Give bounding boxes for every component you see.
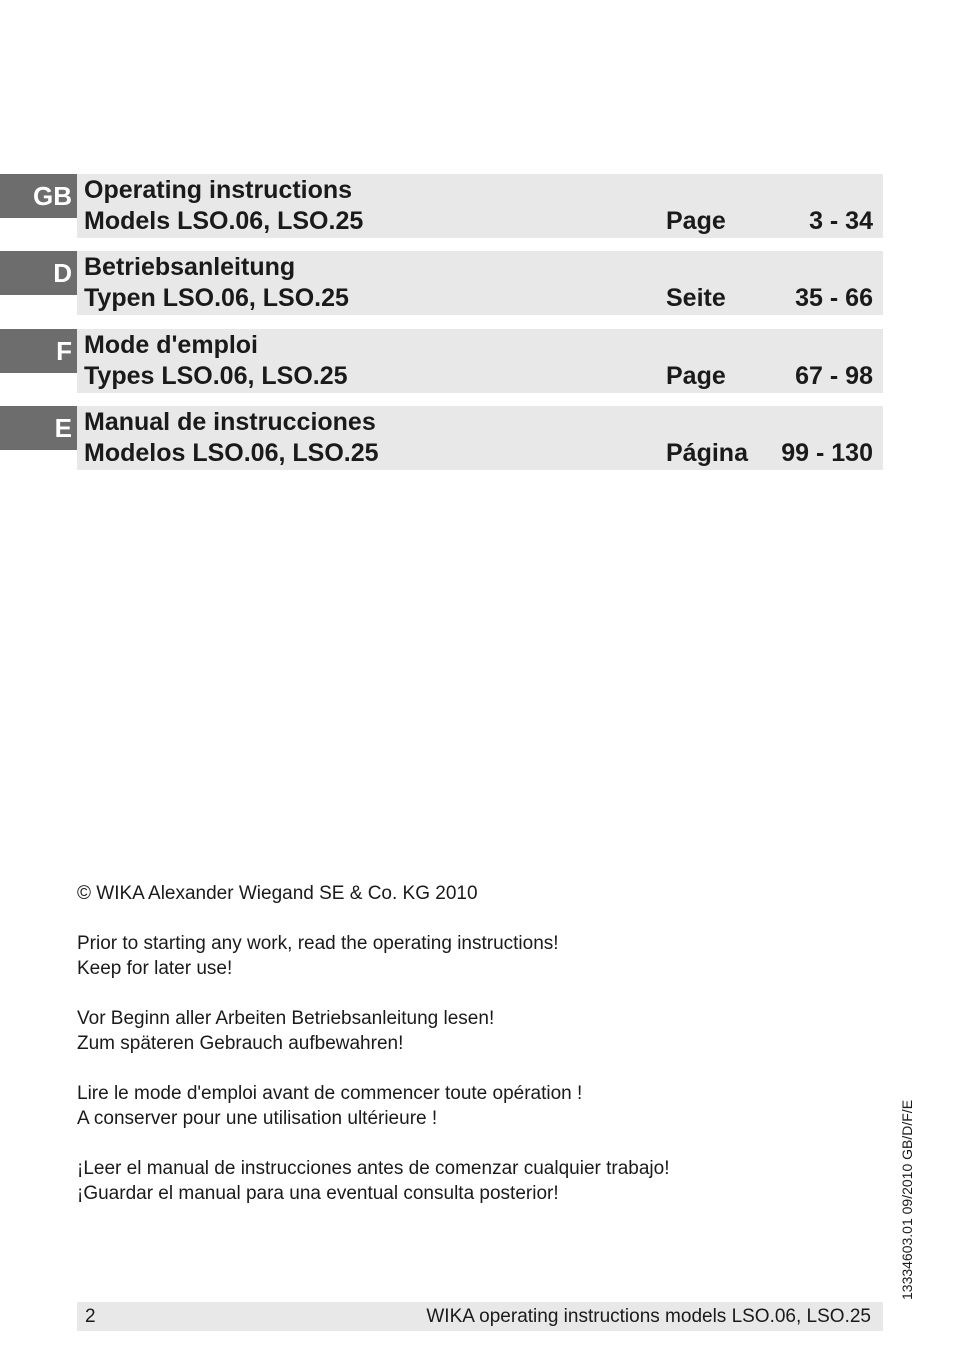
toc-row-f[interactable] [0,329,883,393]
note-line: Keep for later use! [77,958,233,979]
notes-section [77,881,670,1231]
toc-row-d[interactable] [0,251,883,315]
footer-title: WIKA operating instructions models LSO.06, LSO.25 [426,1306,871,1327]
toc-title: Betriebsanleitung [84,253,296,281]
note-block-de [77,1006,670,1056]
footer-page-number: 2 [85,1306,96,1327]
lang-tab: F [0,329,77,373]
toc-page-range: 67 - 98 [795,362,873,390]
toc-models: Models LSO.06, LSO.25 [84,207,364,235]
toc-page-label: Page [666,362,726,390]
note-block-en [77,931,670,981]
toc-models: Modelos LSO.06, LSO.25 [84,439,379,467]
note-line: A conserver pour une utilisation ultérieure ! [77,1108,438,1129]
lang-tab: GB [0,174,77,218]
note-line: Zum späteren Gebrauch aufbewahren! [77,1033,404,1054]
toc-page-range: 35 - 66 [795,284,873,312]
note-block-es [77,1156,670,1206]
toc-page-label: Página [666,439,748,467]
toc-page-label: Seite [666,284,726,312]
note-line: ¡Guardar el manual para una eventual consulta posterior! [77,1183,559,1204]
footer-bar [77,1302,883,1331]
toc-title: Manual de instrucciones [84,408,376,436]
copyright-text: © WIKA Alexander Wiegand SE & Co. KG 2010 [77,883,478,904]
note-line: ¡Leer el manual de instrucciones antes de comenzar cualquier trabajo! [77,1158,670,1179]
toc-page-label: Page [666,207,726,235]
note-block-fr [77,1081,670,1131]
note-line: Lire le mode d'emploi avant de commencer toute opération ! [77,1083,583,1104]
toc-page-range: 3 - 34 [809,207,873,235]
note-line: Vor Beginn aller Arbeiten Betriebsanleitung lesen! [77,1008,495,1029]
lang-tab: E [0,406,77,450]
copyright-block [77,881,670,906]
lang-tab: D [0,251,77,295]
toc-title: Operating instructions [84,176,353,204]
document-code: 13334603.01 09/2010 GB/D/F/E [899,1099,915,1300]
toc-row-e[interactable] [0,406,883,470]
toc-models: Types LSO.06, LSO.25 [84,362,348,390]
toc-page-range: 99 - 130 [781,439,873,467]
toc-models: Typen LSO.06, LSO.25 [84,284,349,312]
note-line: Prior to starting any work, read the operating instructions! [77,933,559,954]
toc-title: Mode d'emploi [84,331,258,359]
toc-row-gb[interactable] [0,174,883,238]
